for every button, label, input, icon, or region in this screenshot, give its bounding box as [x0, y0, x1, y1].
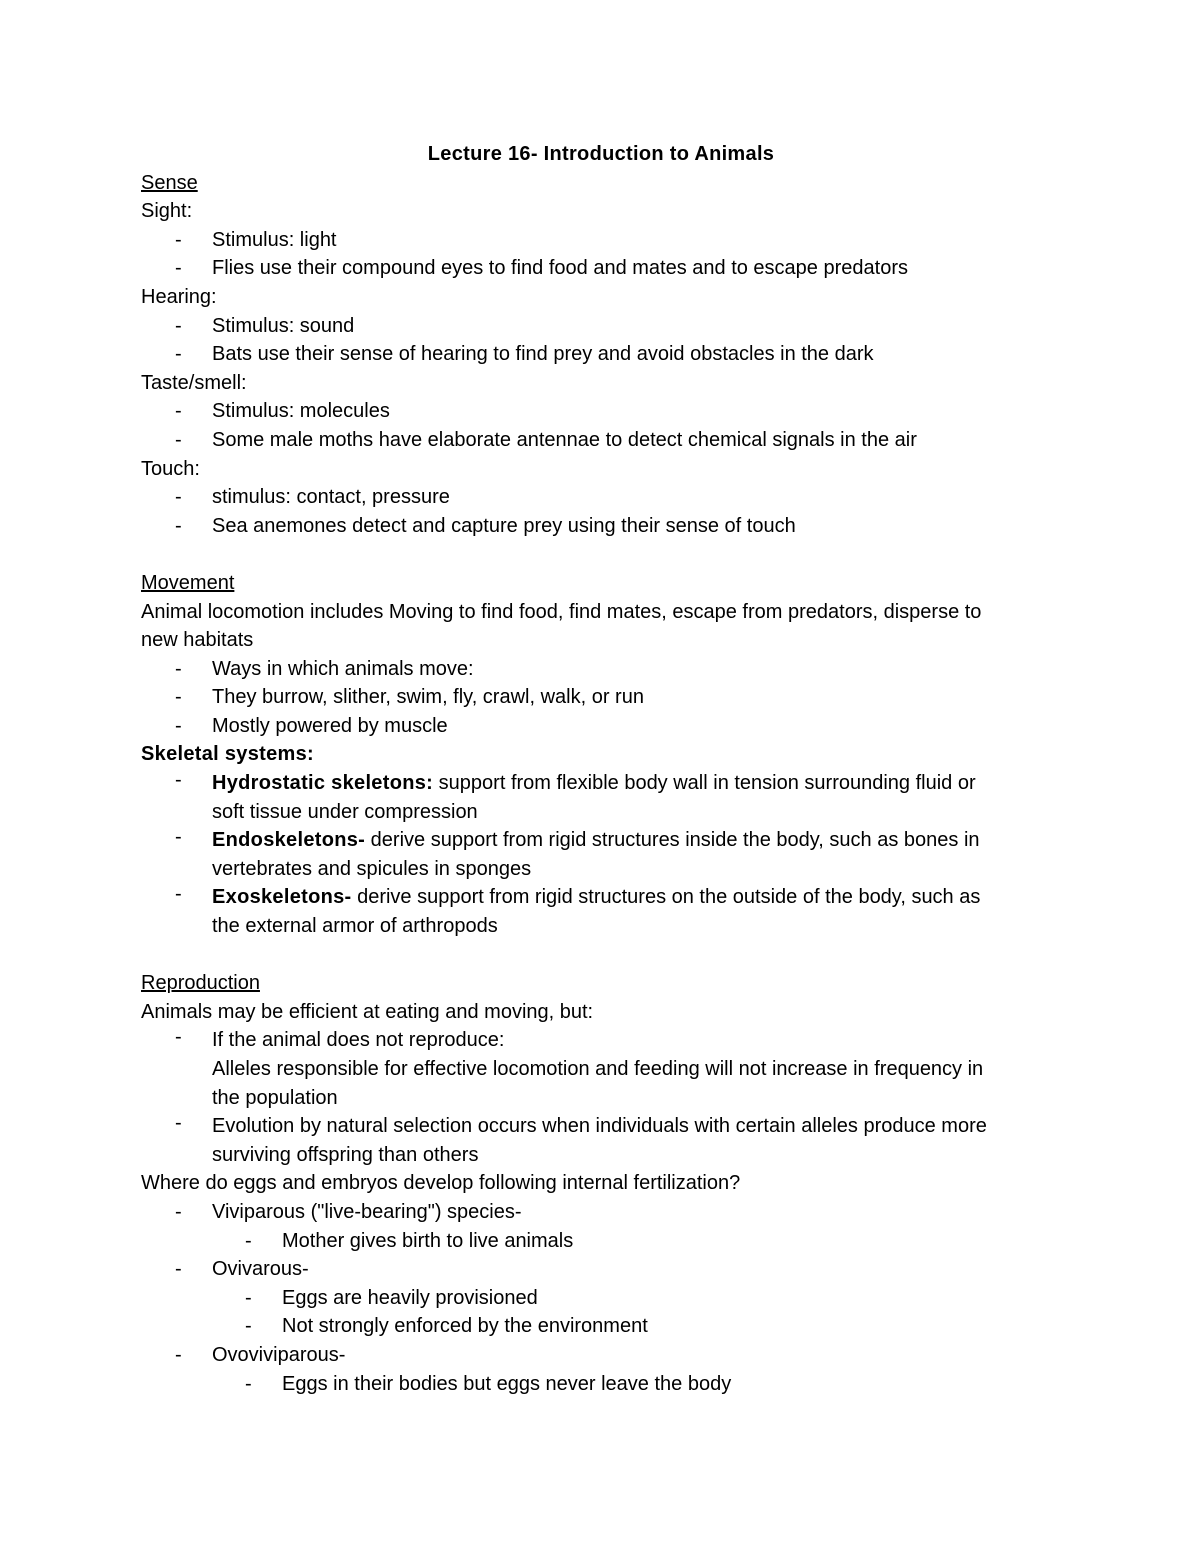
list-item: - Sea anemones detect and capture prey using their sense of touch: [175, 514, 796, 537]
list-item: - They burrow, slither, swim, fly, crawl, walk, or run: [175, 686, 644, 709]
document-body: [141, 140, 1061, 1398]
subheading-taste-smell: Taste/smell:: [141, 371, 247, 394]
list-item-ovivarous: - Ovivarous-: [175, 1258, 309, 1281]
term-endoskeletons: Endoskeletons-: [212, 829, 366, 852]
section-heading-sense: Sense: [141, 171, 198, 194]
list-item-viviparous: - Viviparous ("live-bearing") species-: [175, 1200, 522, 1223]
section-heading-movement: Movement: [141, 571, 235, 594]
list-item-exoskeletons: - Exoskeletons- derive support from rigid structures on the outside of the body, such as the external armor of arthropods: [175, 883, 981, 938]
list-item: - If the animal does not reproduce: Alleles responsible for effective locomotion and feeding will not increase in frequency in the population: [175, 1026, 984, 1109]
term-exoskeletons: Exoskeletons-: [212, 886, 352, 909]
page-title: Lecture 16- Introduction to Animals: [427, 143, 775, 165]
list-item: - Ways in which animals move:: [175, 657, 474, 680]
sub-list-item: - Eggs are heavily provisioned: [245, 1286, 538, 1309]
subheading-hearing: Hearing:: [141, 285, 217, 308]
subheading-skeletal-systems: Skeletal systems:: [141, 743, 314, 766]
list-item: - Bats use their sense of hearing to find prey and avoid obstacles in the dark: [175, 343, 874, 366]
list-item: - Stimulus: molecules: [175, 400, 390, 423]
list-item-hydrostatic: - Hydrostatic skeletons: support from flexible body wall in tension surrounding fluid or soft tissue under compression: [175, 769, 976, 823]
list-item: - Stimulus: light: [175, 228, 337, 251]
subheading-sight: Sight:: [141, 200, 193, 223]
list-item: - Some male moths have elaborate antennae to detect chemical signals in the air: [175, 428, 917, 451]
subheading-touch: Touch:: [141, 457, 200, 480]
paragraph-text: Animals may be efficient at eating and moving, but:: [141, 1000, 594, 1023]
list-item: - Mostly powered by muscle: [175, 714, 448, 737]
sub-list-item: - Eggs in their bodies but eggs never leave the body: [245, 1372, 732, 1395]
list-item: - stimulus: contact, pressure: [175, 486, 450, 509]
question-text: Where do eggs and embryos develop following internal fertilization?: [141, 1172, 741, 1195]
list-item: - Evolution by natural selection occurs when individuals with certain alleles produce more surviving offspring than others: [175, 1112, 987, 1166]
list-item: - Stimulus: sound: [175, 314, 355, 337]
paragraph-text: Animal locomotion includes Moving to find food, find mates, escape from predators, disperse to: [141, 600, 982, 623]
sub-list-item: - Mother gives birth to live animals: [245, 1229, 574, 1252]
term-hydrostatic: Hydrostatic skeletons:: [212, 772, 434, 795]
section-heading-reproduction: Reproduction: [141, 972, 260, 995]
list-item-endoskeletons: - Endoskeletons- derive support from rigid structures inside the body, such as bones in vertebrates and spicules in sponges: [175, 826, 980, 880]
list-item-ovoviviparous: - Ovoviviparous-: [175, 1343, 346, 1366]
list-item: - Flies use their compound eyes to find food and mates and to escape predators: [175, 257, 908, 280]
sub-list-item: - Not strongly enforced by the environment: [245, 1315, 648, 1338]
paragraph-text-cont: new habitats: [141, 629, 254, 652]
